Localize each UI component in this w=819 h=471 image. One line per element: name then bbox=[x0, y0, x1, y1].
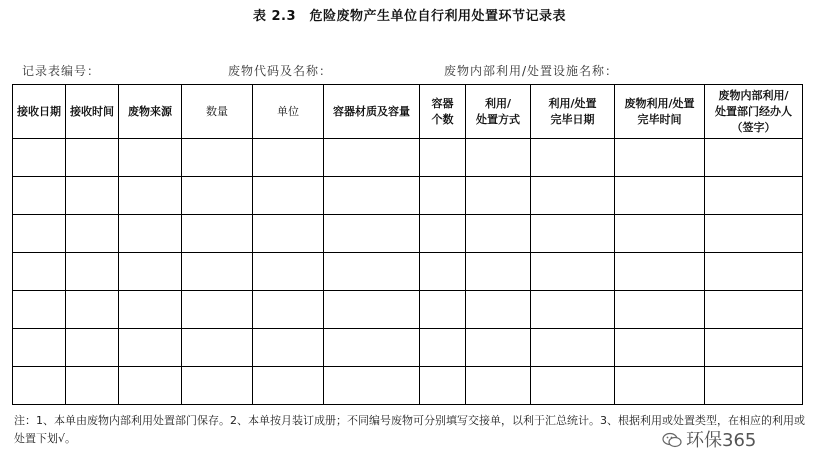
header-waste-source: 废物来源 bbox=[119, 85, 182, 139]
facility-name-label: 废物内部利用/处置设施名称： bbox=[444, 64, 619, 78]
table-row bbox=[13, 367, 803, 405]
table-cell[interactable] bbox=[615, 367, 705, 405]
table-cell[interactable] bbox=[466, 177, 531, 215]
table-row bbox=[13, 253, 803, 291]
table-cell[interactable] bbox=[615, 291, 705, 329]
table-cell[interactable] bbox=[324, 139, 420, 177]
table-cell[interactable] bbox=[531, 253, 615, 291]
table-cell[interactable] bbox=[420, 139, 466, 177]
table-cell[interactable] bbox=[13, 177, 66, 215]
table-row bbox=[13, 329, 803, 367]
table-cell[interactable] bbox=[253, 177, 324, 215]
table-cell[interactable] bbox=[66, 177, 119, 215]
table-cell[interactable] bbox=[182, 329, 253, 367]
table-cell[interactable] bbox=[324, 367, 420, 405]
table-cell[interactable] bbox=[253, 253, 324, 291]
table-cell[interactable] bbox=[615, 215, 705, 253]
table-cell[interactable] bbox=[182, 177, 253, 215]
table-cell[interactable] bbox=[253, 367, 324, 405]
table-cell[interactable] bbox=[466, 291, 531, 329]
table-cell[interactable] bbox=[324, 177, 420, 215]
table-cell[interactable] bbox=[253, 139, 324, 177]
table-cell[interactable] bbox=[531, 367, 615, 405]
table-cell[interactable] bbox=[119, 177, 182, 215]
header-row bbox=[13, 85, 803, 139]
table-cell[interactable] bbox=[253, 215, 324, 253]
table-cell[interactable] bbox=[13, 329, 66, 367]
header-receive-time: 接收时间 bbox=[66, 85, 119, 139]
table-cell[interactable] bbox=[531, 215, 615, 253]
table-cell[interactable] bbox=[182, 291, 253, 329]
table-cell[interactable] bbox=[324, 291, 420, 329]
table-cell[interactable] bbox=[13, 367, 66, 405]
header-handler-signature: 废物内部利用/ 处置部门经办人 （签字） bbox=[705, 85, 803, 139]
table-cell[interactable] bbox=[420, 177, 466, 215]
table-cell[interactable] bbox=[182, 215, 253, 253]
table-cell[interactable] bbox=[466, 253, 531, 291]
table-cell[interactable] bbox=[420, 329, 466, 367]
table-cell[interactable] bbox=[13, 291, 66, 329]
table-cell[interactable] bbox=[324, 329, 420, 367]
table-cell[interactable] bbox=[531, 177, 615, 215]
table-cell[interactable] bbox=[119, 253, 182, 291]
record-no-label: 记录表编号： bbox=[22, 64, 101, 78]
table-title: 表 2.3 危险废物产生单位自行利用处置环节记录表 bbox=[252, 9, 567, 24]
table-cell[interactable] bbox=[119, 367, 182, 405]
waste-code-label: 废物代码及名称： bbox=[228, 64, 333, 78]
table-cell[interactable] bbox=[324, 253, 420, 291]
table-row bbox=[13, 215, 803, 253]
table-cell[interactable] bbox=[705, 177, 803, 215]
table-cell[interactable] bbox=[705, 367, 803, 405]
table-cell[interactable] bbox=[705, 329, 803, 367]
header-completion-time: 废物利用/处置 完毕时间 bbox=[615, 85, 705, 139]
table-cell[interactable] bbox=[466, 139, 531, 177]
table-cell[interactable] bbox=[66, 329, 119, 367]
footnote: 注：1、本单由废物内部利用处置部门保存。2、本单按月装订成册；不同编号废物可分别填写交接单，以利于汇总统计。3、根据利用或处置类型，在相应的利用或处置下划√。 bbox=[14, 414, 805, 445]
table-cell[interactable] bbox=[182, 367, 253, 405]
table-cell[interactable] bbox=[420, 367, 466, 405]
table-cell[interactable] bbox=[253, 329, 324, 367]
record-table bbox=[12, 84, 803, 405]
table-cell[interactable] bbox=[119, 215, 182, 253]
table-cell[interactable] bbox=[466, 329, 531, 367]
header-quantity: 数量 bbox=[182, 85, 253, 139]
table-cell[interactable] bbox=[531, 329, 615, 367]
table-cell[interactable] bbox=[615, 329, 705, 367]
table-cell[interactable] bbox=[466, 367, 531, 405]
header-receive-date: 接收日期 bbox=[13, 85, 66, 139]
table-cell[interactable] bbox=[119, 291, 182, 329]
table-cell[interactable] bbox=[253, 291, 324, 329]
table-cell[interactable] bbox=[13, 215, 66, 253]
table-cell[interactable] bbox=[119, 139, 182, 177]
table-cell[interactable] bbox=[420, 291, 466, 329]
table-cell[interactable] bbox=[466, 215, 531, 253]
table-cell[interactable] bbox=[705, 139, 803, 177]
watermark bbox=[662, 426, 756, 452]
table-cell[interactable] bbox=[66, 139, 119, 177]
table-cell[interactable] bbox=[420, 215, 466, 253]
table-cell[interactable] bbox=[705, 215, 803, 253]
table-row bbox=[13, 139, 803, 177]
table-cell[interactable] bbox=[66, 291, 119, 329]
table-cell[interactable] bbox=[182, 253, 253, 291]
table-cell[interactable] bbox=[119, 329, 182, 367]
table-cell[interactable] bbox=[182, 139, 253, 177]
table-cell[interactable] bbox=[13, 139, 66, 177]
table-cell[interactable] bbox=[705, 253, 803, 291]
table-row bbox=[13, 177, 803, 215]
table-cell[interactable] bbox=[705, 291, 803, 329]
table-cell[interactable] bbox=[66, 367, 119, 405]
table-cell[interactable] bbox=[324, 215, 420, 253]
header-container-material: 容器材质及容量 bbox=[324, 85, 420, 139]
header-disposal-method: 利用/ 处置方式 bbox=[466, 85, 531, 139]
table-cell[interactable] bbox=[13, 253, 66, 291]
table-cell[interactable] bbox=[66, 215, 119, 253]
header-completion-date: 利用/处置 完毕日期 bbox=[531, 85, 615, 139]
table-cell[interactable] bbox=[420, 253, 466, 291]
wechat-icon bbox=[662, 432, 682, 448]
header-container-count: 容器 个数 bbox=[420, 85, 466, 139]
table-cell[interactable] bbox=[531, 139, 615, 177]
table-row bbox=[13, 291, 803, 329]
table-cell[interactable] bbox=[615, 139, 705, 177]
header-unit: 单位 bbox=[253, 85, 324, 139]
table-cell[interactable] bbox=[66, 253, 119, 291]
watermark-text: 环保365 bbox=[686, 430, 757, 451]
table-cell[interactable] bbox=[531, 291, 615, 329]
table-cell[interactable] bbox=[615, 177, 705, 215]
table-cell[interactable] bbox=[615, 253, 705, 291]
